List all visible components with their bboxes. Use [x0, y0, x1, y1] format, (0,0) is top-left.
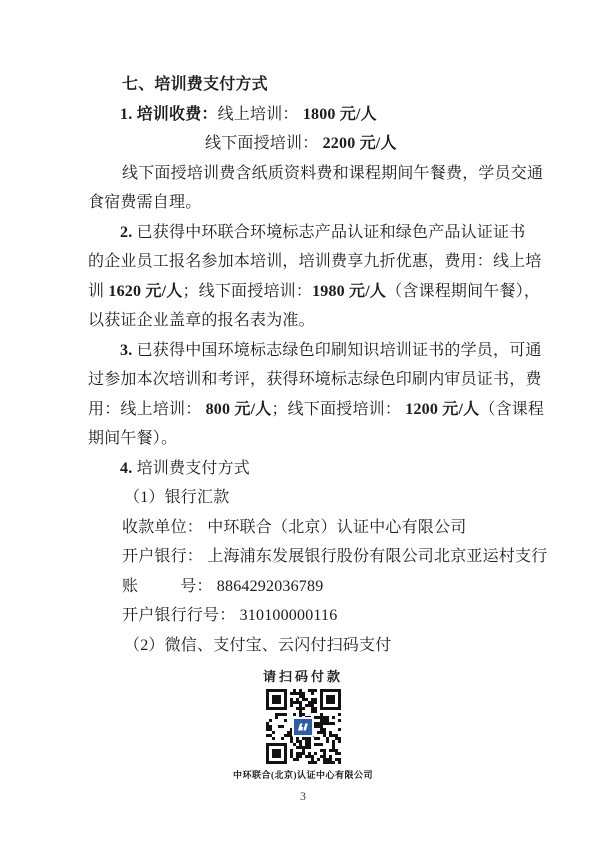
text-segment: 开户银行： 上海浦东发展银行股份有限公司北京亚运村支行 [122, 548, 548, 565]
text-segment: 已获得中国环境标志绿色印刷知识培训证书的学员，可通 [136, 341, 542, 359]
text-line [124, 483, 558, 513]
text-line [88, 365, 558, 395]
text-segment: （1）银行汇款 [124, 489, 230, 506]
text-segment-bold: 1200 元/人 [405, 400, 480, 418]
text-segment: 开户银行行号： 310100000116 [122, 607, 338, 624]
qr-title: 请扫码付款 [262, 669, 343, 684]
text-line [120, 454, 558, 484]
text-segment: （含课程 [479, 400, 545, 418]
cec-logo-glyph [297, 722, 309, 732]
text-line [120, 336, 558, 366]
text-line [124, 631, 558, 661]
qr-center-logo-icon [292, 717, 314, 737]
text-segment-bold: 七、培训费支付方式 [122, 76, 268, 93]
text-segment-bold: 4. [120, 459, 137, 477]
text-line [122, 572, 558, 602]
text-segment: 过参加本次培训和考评，获得环境标志绿色印刷内审员证书，费 [88, 371, 542, 388]
text-segment: 账 号： 8864292036789 [122, 577, 324, 595]
text-segment: （含课程期间午餐）， [386, 282, 541, 300]
text-segment-bold: 1980 元/人 [312, 282, 387, 300]
text-line [122, 513, 558, 543]
text-line [120, 100, 558, 130]
qr-code [266, 689, 341, 764]
text-segment-bold: 1620 元/人 [108, 282, 183, 300]
text-line [88, 247, 558, 277]
text-segment: 线上培训： [217, 105, 303, 123]
text-segment: 用：线上培训： [88, 400, 206, 418]
text-segment-bold: 1. 培训收费： [120, 105, 218, 123]
text-segment: 已获得中环联合环境标志产品认证和绿色产品认证证书 [136, 223, 526, 241]
page-number: 3 [300, 789, 306, 803]
text-segment: 食宿费需自理。 [88, 194, 202, 211]
text-line [122, 601, 558, 631]
text-segment: 训 [88, 282, 109, 300]
qr-caption: 中环联合(北京)认证中心有限公司 [233, 770, 373, 780]
text-segment: ；线下面授培训： [271, 400, 406, 418]
text-segment: 的企业员工报名参加本培训，培训费享九折优惠，费用：线上培 [88, 253, 542, 270]
text-segment: ；线下面授培训： [182, 282, 313, 300]
text-segment: 线下面授培训： [205, 135, 323, 152]
text-line [122, 542, 558, 572]
text-line [88, 277, 558, 307]
text-segment-bold: 2200 元/人 [322, 135, 397, 152]
text-segment-bold: 800 元/人 [205, 400, 272, 418]
text-segment: 线下面授培训费含纸质资料费和课程期间午餐费，学员交通 [122, 164, 544, 182]
text-line [88, 306, 558, 336]
text-segment-bold: 2. [120, 223, 137, 241]
text-segment-bold: 3. [120, 341, 137, 359]
body-text [88, 70, 558, 660]
text-line [88, 424, 558, 454]
text-segment: 收款单位： 中环联合（北京）认证中心有限公司 [122, 518, 467, 536]
text-line [122, 70, 558, 100]
text-line [205, 129, 558, 159]
text-line [88, 395, 558, 425]
text-line [120, 218, 558, 248]
text-segment: 期间午餐）。 [88, 430, 178, 447]
text-segment: 以获证企业盖章的报名表为准。 [88, 312, 315, 329]
text-line [122, 159, 558, 189]
text-segment: 培训费支付方式 [136, 459, 251, 477]
text-segment: （2）微信、支付宝、云闪付扫码支付 [124, 636, 392, 654]
text-line [88, 188, 558, 218]
text-segment-bold: 1800 元/人 [302, 105, 377, 123]
qr-payment-block [0, 669, 606, 804]
